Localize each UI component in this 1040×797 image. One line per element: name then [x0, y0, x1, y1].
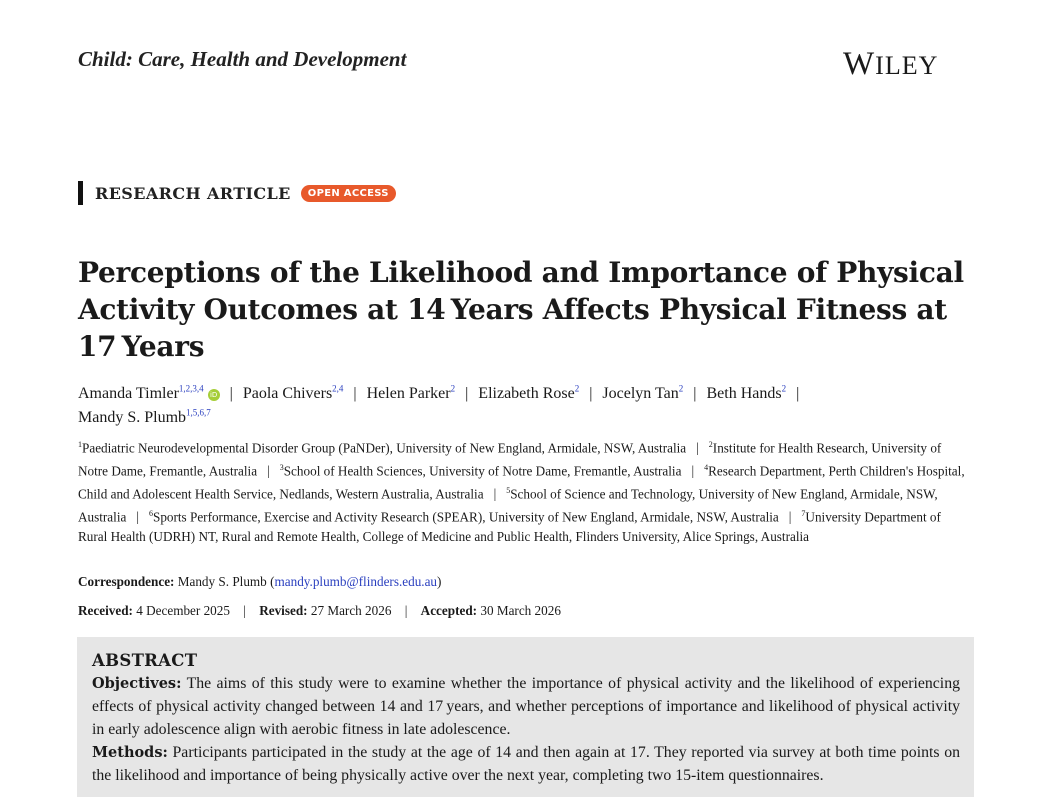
abstract-objectives	[92, 672, 960, 741]
author[interactable]	[478, 385, 579, 402]
article-dates	[78, 603, 561, 619]
publisher-logo-rest: ILEY	[875, 51, 939, 80]
affiliation: University Department of Rural Health (UDRH) NT, Rural and Remote Health, College of Medicine and Public Health, Flinders University, Alice Springs, Australia	[78, 509, 941, 544]
affil-sup: 5	[506, 485, 511, 495]
affil-sup: 2	[708, 440, 713, 449]
author-affil-sup[interactable]: 2	[574, 384, 580, 394]
author-list	[78, 380, 968, 427]
author-name[interactable]: Jocelyn Tan	[602, 385, 679, 403]
author[interactable]	[78, 385, 220, 402]
article-type	[78, 181, 396, 205]
affiliation: Sports Performance, Exercise and Activity Research (SPEAR), University of New England, Armidale, NSW, Australia	[152, 509, 779, 525]
author-affil-sup[interactable]: 2	[450, 384, 456, 394]
date-separator: |	[404, 603, 408, 618]
affil-separator: |	[788, 509, 792, 525]
affiliations	[78, 435, 968, 546]
author-name[interactable]: Amanda Timler	[78, 385, 179, 403]
correspondence-name: Mandy S. Plumb	[177, 574, 267, 589]
publisher-logo[interactable]	[843, 46, 938, 83]
article-title: Perceptions of the Likelihood and Importance of Physical Activity Outcomes at 14 Years Affects Physical Fitness at 17 Years	[78, 256, 964, 363]
correspondence-email-link[interactable]: mandy.plumb@flinders.edu.au	[274, 574, 438, 589]
author[interactable]	[367, 385, 455, 402]
affil-sup: 3	[279, 462, 284, 472]
author-affil-sup[interactable]: 1,5,6,7	[186, 407, 211, 418]
correspondence-label: Correspondence:	[78, 574, 175, 589]
objectives-label: Objectives:	[92, 675, 182, 692]
journal-title[interactable]: Child: Care, Health and Development	[78, 47, 407, 71]
author-separator: |	[589, 385, 593, 403]
methods-label: Methods:	[92, 744, 168, 761]
affil-separator: |	[696, 440, 699, 456]
affiliation: Paediatric Neurodevelopmental Disorder Group (PaNDer), University of New England, Armidale, NSW, Australia	[82, 440, 687, 456]
affil-sup: 4	[704, 462, 709, 472]
received-date: 4 December 2025	[136, 603, 230, 618]
orcid-icon[interactable]: iD	[208, 389, 220, 401]
article-type-label: RESEARCH ARTICLE	[95, 183, 291, 203]
author-separator: |	[693, 385, 697, 403]
author-name[interactable]: Beth Hands	[706, 385, 782, 403]
revised-date: 27 March 2026	[310, 603, 392, 618]
author[interactable]	[706, 385, 786, 402]
open-access-badge[interactable]: OPEN ACCESS	[301, 185, 396, 202]
affiliation: Institute for Health Research, University of Notre Dame, Fremantle, Australia	[78, 440, 942, 479]
author-affil-sup[interactable]: 1,2,3,4	[178, 384, 204, 394]
author-affil-sup[interactable]: 2	[781, 384, 787, 394]
abstract-methods	[92, 741, 960, 787]
author[interactable]	[243, 385, 344, 402]
author-affil-sup[interactable]: 2	[678, 384, 684, 394]
author[interactable]	[78, 409, 211, 426]
accepted-label: Accepted:	[420, 603, 478, 618]
affil-sup: 6	[148, 508, 153, 518]
received-label: Received:	[78, 603, 133, 618]
accepted-date: 30 March 2026	[480, 603, 561, 618]
affil-sup: 1	[78, 440, 82, 449]
affiliation: Research Department, Perth Children's Hospital, Child and Adolescent Health Service, Nedlands, Western Australia, Australia	[78, 463, 965, 502]
affiliation: School of Science and Technology, University of New England, Armidale, NSW, Australia	[78, 486, 938, 525]
author[interactable]	[602, 385, 683, 402]
author-name[interactable]: Paola Chivers	[242, 385, 333, 403]
objectives-text: The aims of this study were to examine whether the importance of physical activity and the likelihood of experiencing effects of physical activity changed between 14 and 17 years, and whether perceptions of importance and likelihood of physical activity in early adolescence align with aerobic fitness in late adolescence.	[92, 675, 960, 738]
date-separator: |	[243, 603, 246, 618]
correspondence: Correspondence: Mandy S. Plumb (mandy.plumb@flinders.edu.au)	[78, 574, 442, 589]
article-type-bar	[78, 181, 83, 205]
affil-sup: 7	[801, 508, 806, 518]
revised-label: Revised:	[259, 603, 308, 618]
methods-text: Participants participated in the study at the age of 14 and then again at 17. They reported via survey at both time points on the likelihood and importance of being physically active over the next year, completing two 15-item questionnaires.	[92, 744, 960, 784]
author-separator: |	[465, 385, 469, 403]
author-name[interactable]: Elizabeth Rose	[478, 385, 575, 403]
author-separator: |	[353, 385, 357, 403]
abstract-box	[77, 637, 974, 797]
affil-separator: |	[493, 486, 497, 502]
publisher-logo-initial: W	[843, 46, 876, 82]
affil-separator: |	[267, 463, 270, 479]
affil-separator: |	[691, 463, 695, 479]
affil-separator: |	[136, 509, 139, 525]
author-affil-sup[interactable]: 2,4	[332, 384, 344, 394]
author-name[interactable]: Helen Parker	[366, 385, 451, 403]
author-separator: |	[229, 385, 233, 403]
author-separator: |	[796, 385, 800, 403]
author-name[interactable]: Mandy S. Plumb	[78, 408, 187, 426]
affiliation: School of Health Sciences, University of Notre Dame, Fremantle, Australia	[283, 463, 682, 479]
abstract-heading: ABSTRACT	[92, 651, 198, 670]
